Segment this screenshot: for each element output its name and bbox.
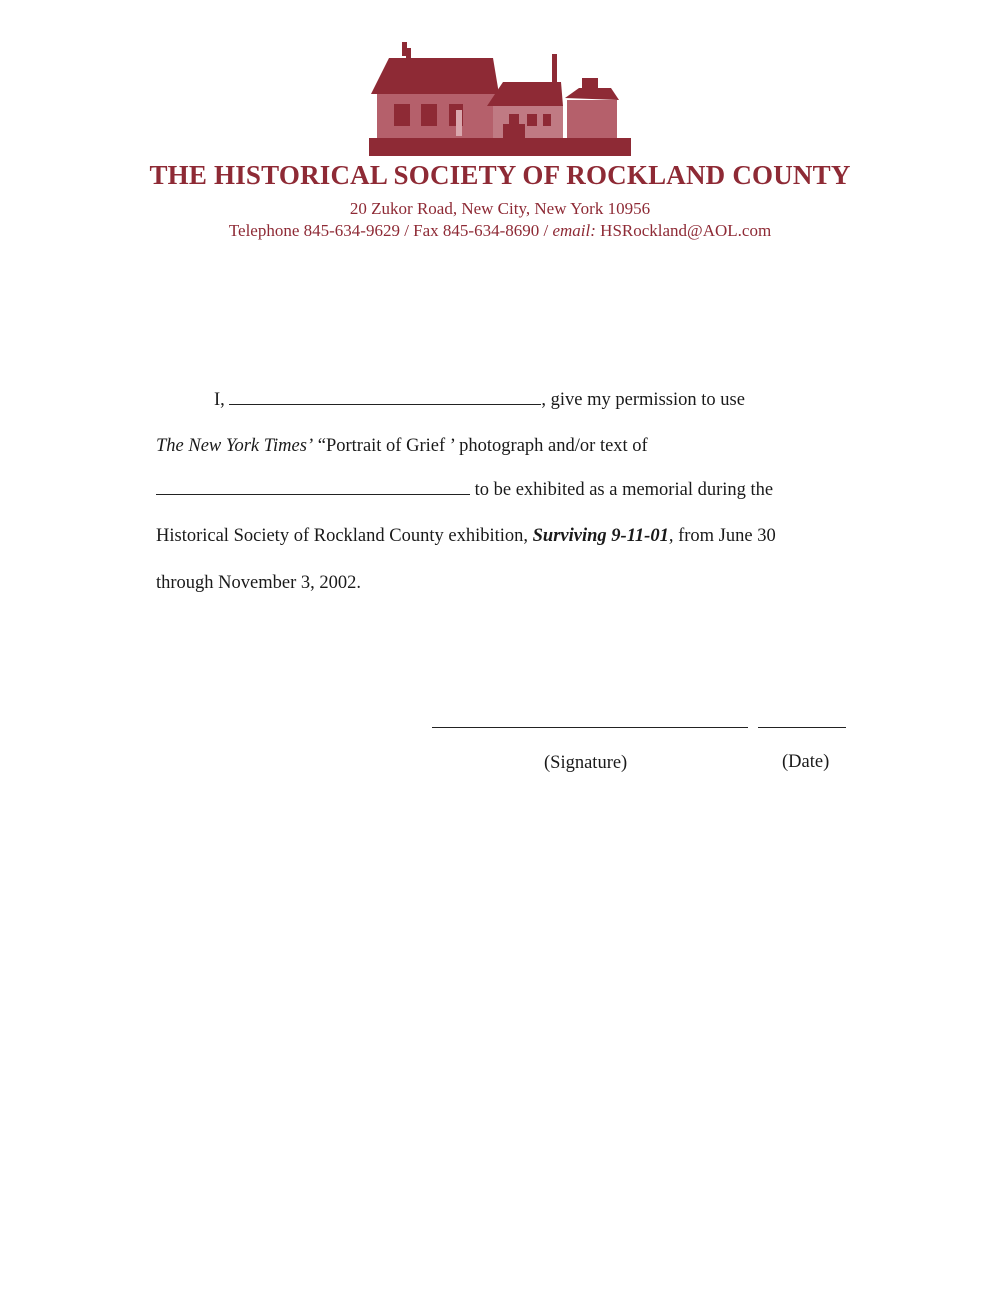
signature-label: (Signature): [544, 753, 628, 773]
form-line-2: [156, 436, 648, 457]
victim-name-blank[interactable]: [156, 480, 470, 495]
date-field[interactable]: [758, 727, 846, 728]
form-line-5: through November 3, 2002.: [156, 573, 362, 593]
email-label: email:: [552, 221, 596, 240]
line1-end: , give my permission to use: [541, 390, 745, 410]
name-blank[interactable]: [229, 390, 541, 405]
date-label: (Date): [782, 752, 830, 772]
form-line-4: [156, 526, 776, 547]
email-address: HSRockland@AOL.com: [600, 221, 772, 240]
form-line-1: [214, 390, 745, 411]
newspaper-title: The New York Times’: [156, 436, 314, 456]
exhibition-title: Surviving 9-11-01: [532, 526, 669, 546]
line1-start: I,: [214, 390, 225, 410]
org-address: 20 Zukor Road, New City, New York 10956: [349, 199, 651, 218]
letterhead: [0, 38, 1000, 156]
form-line-3: [156, 480, 773, 501]
line4-end: , from June 30: [668, 526, 776, 546]
org-name: THE HISTORICAL SOCIETY OF ROCKLAND COUNTY: [149, 160, 851, 190]
house-logo-icon: [369, 38, 631, 156]
org-contact: [0, 221, 1000, 241]
line2-rest: “Portrait of Grief ’ photograph and/or text of: [313, 436, 648, 456]
phone-fax: Telephone 845-634-9629 / Fax 845-634-8690 /: [228, 221, 549, 240]
line3-end: to be exhibited as a memorial during the: [470, 480, 774, 500]
line4-start: Historical Society of Rockland County exhibition,: [156, 526, 533, 546]
signature-field[interactable]: [432, 727, 748, 728]
